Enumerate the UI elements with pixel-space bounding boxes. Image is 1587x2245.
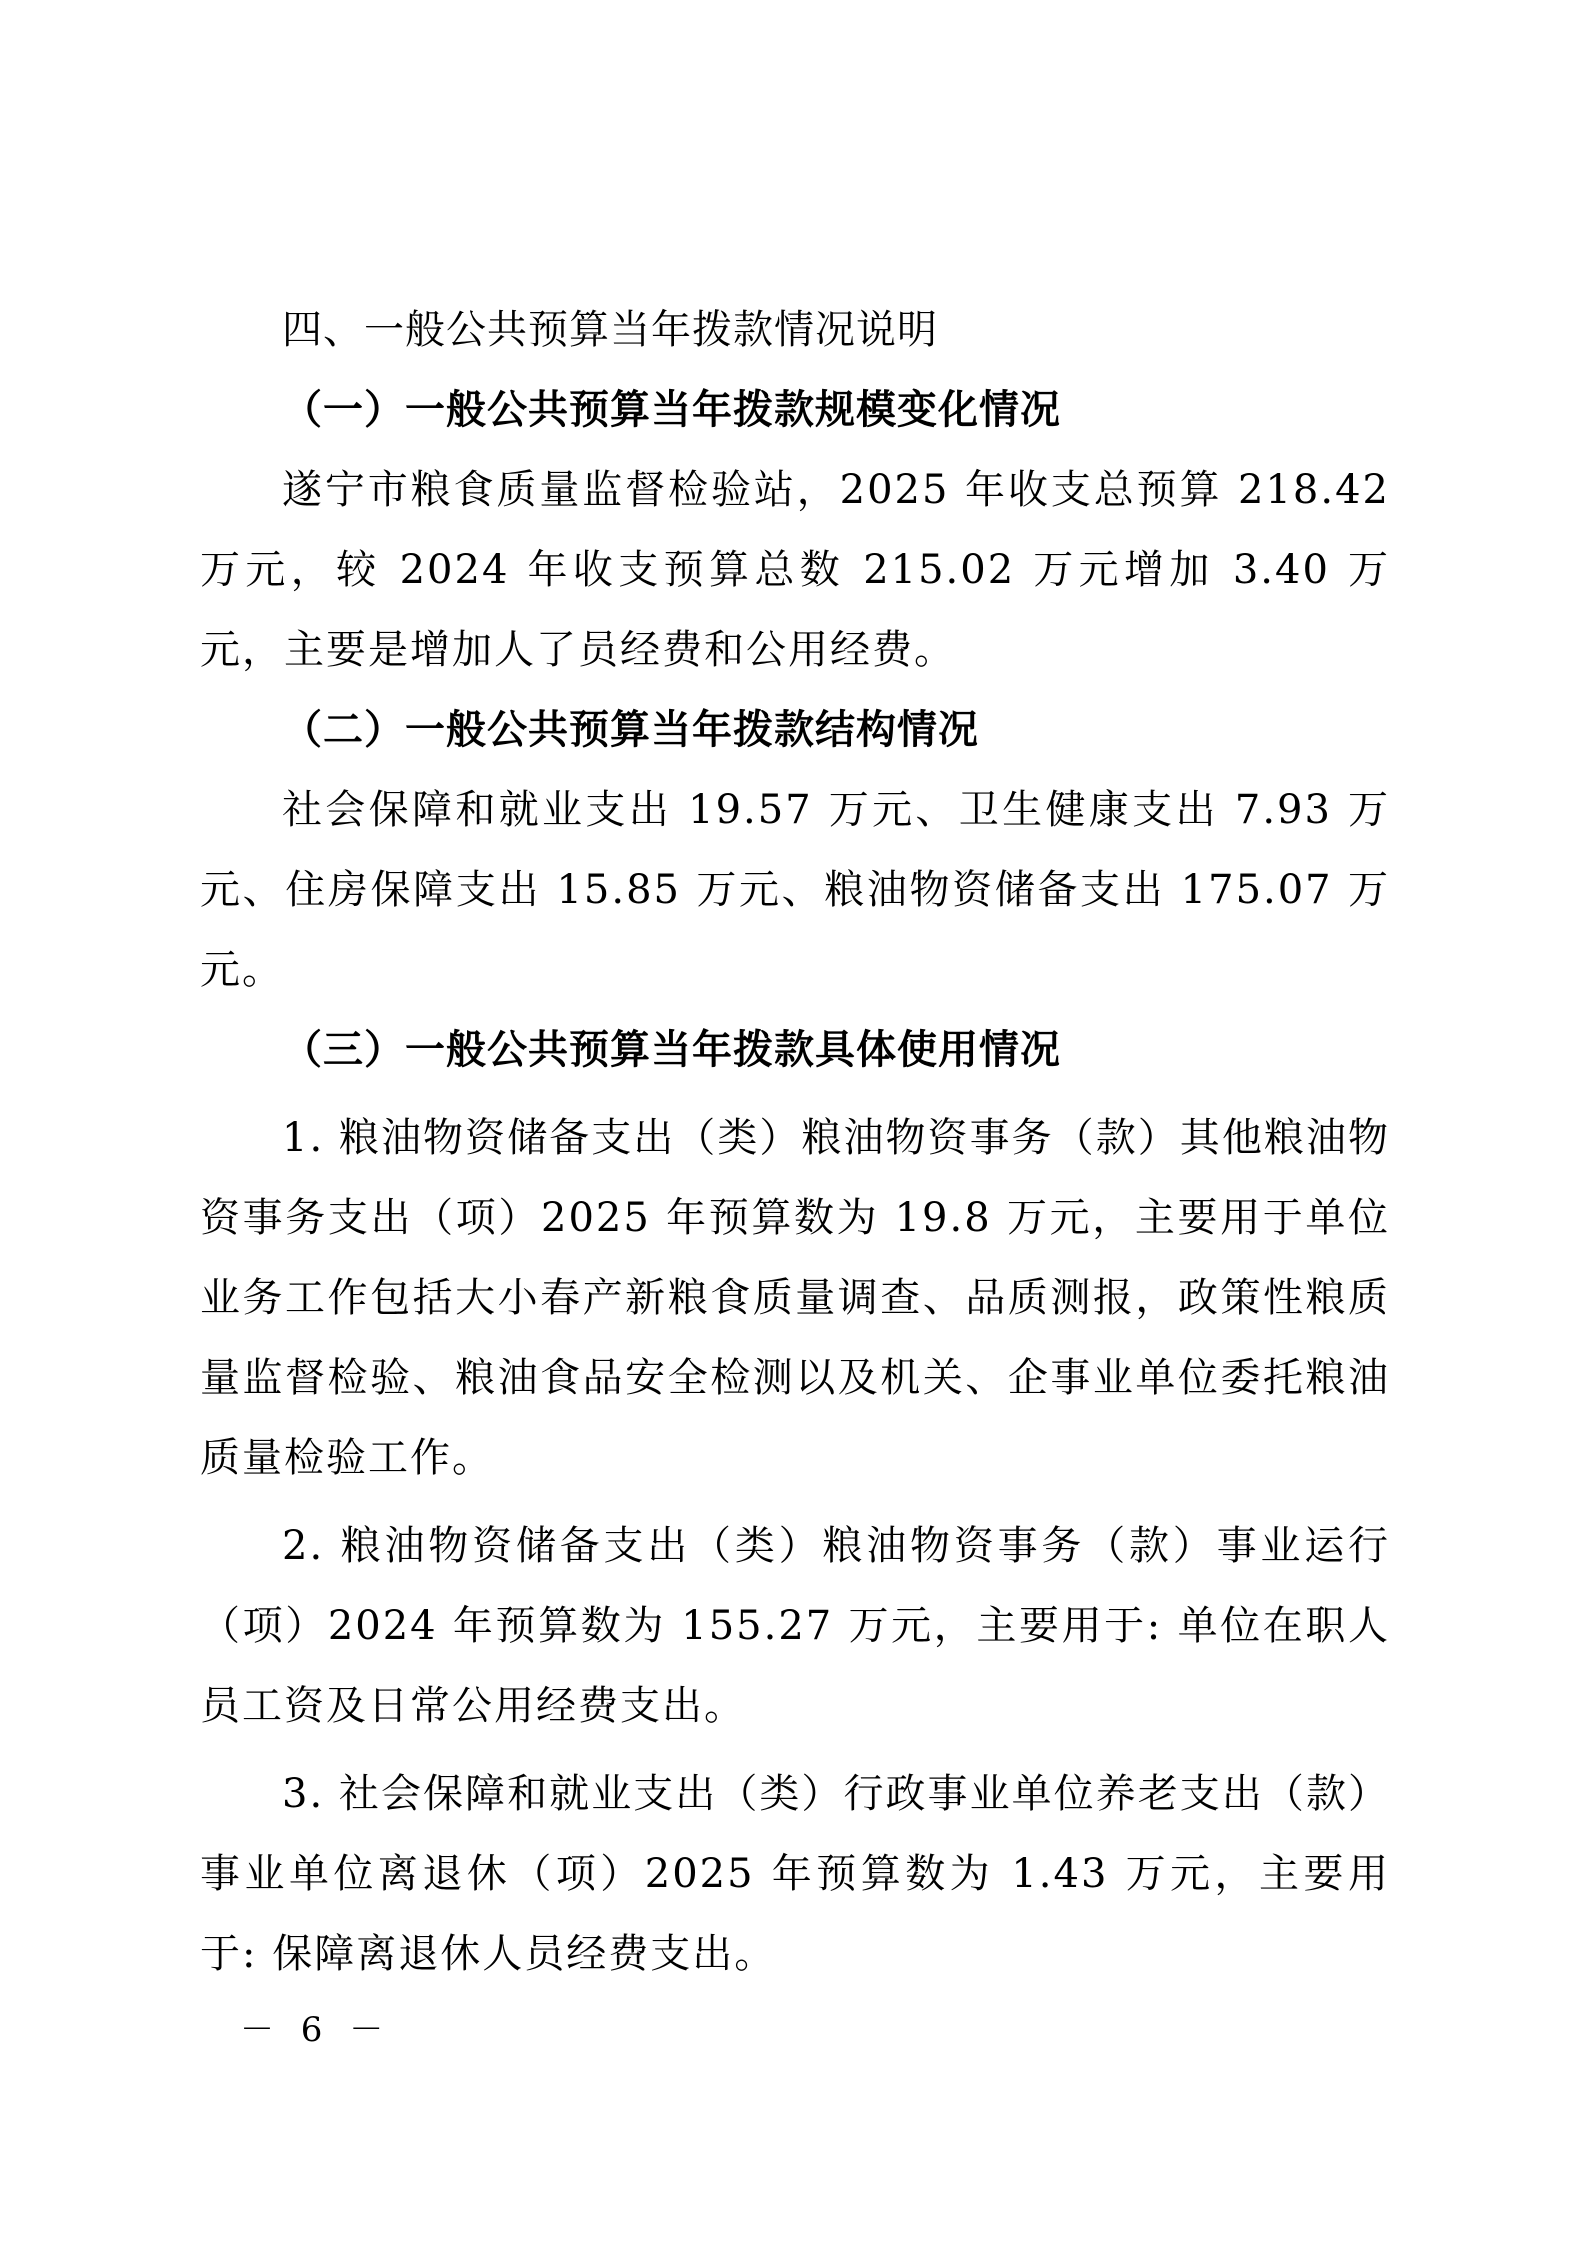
section-3-item-2: 2. 粮油物资储备支出（类）粮油物资事务（款）事业运行（项）2024 年预算数为 155.27 万元，主要用于: 单位在职人员工资及日常公用经费支出。 (200, 1523, 1390, 1729)
section-1-body: 遂宁市粮食质量监督检验站，2025 年收支总预算 218.42 万元，较 2024 年收支预算总数 215.02 万元增加 3.40 万元，主要是增加人了员经费和公用经费。 (200, 467, 1390, 673)
section-3-item-1: 1. 粮油物资储备支出（类）粮油物资事务（款）其他粮油物资事务支出（项）2025 年预算数为 19.8 万元，主要用于单位业务工作包括大小春产新粮食质量调查、品质测报，政策性粮质量监督检验、粮油食品安全检测以及机关、企事业单位委托粮油质量检验工作。 (200, 1115, 1390, 1481)
document-page (200, 290, 1390, 1994)
section-2-body: 社会保障和就业支出 19.57 万元、卫生健康支出 7.93 万元、住房保障支出 15.85 万元、粮油物资储备支出 175.07 万元。 (200, 787, 1390, 993)
section-2-title: （二）一般公共预算当年拨款结构情况 (282, 706, 979, 753)
section-1-title: （一）一般公共预算当年拨款规模变化情况 (282, 386, 1061, 433)
section-3-item-3: 3. 社会保障和就业支出（类）行政事业单位养老支出（款）事业单位离退休（项）2025 年预算数为 1.43 万元，主要用于: 保障离退休人员经费支出。 (200, 1771, 1390, 1977)
main-heading: 四、一般公共预算当年拨款情况说明 (282, 307, 938, 353)
page-number: － 6 － (240, 2010, 392, 2050)
section-3-title: （三）一般公共预算当年拨款具体使用情况 (282, 1026, 1061, 1073)
